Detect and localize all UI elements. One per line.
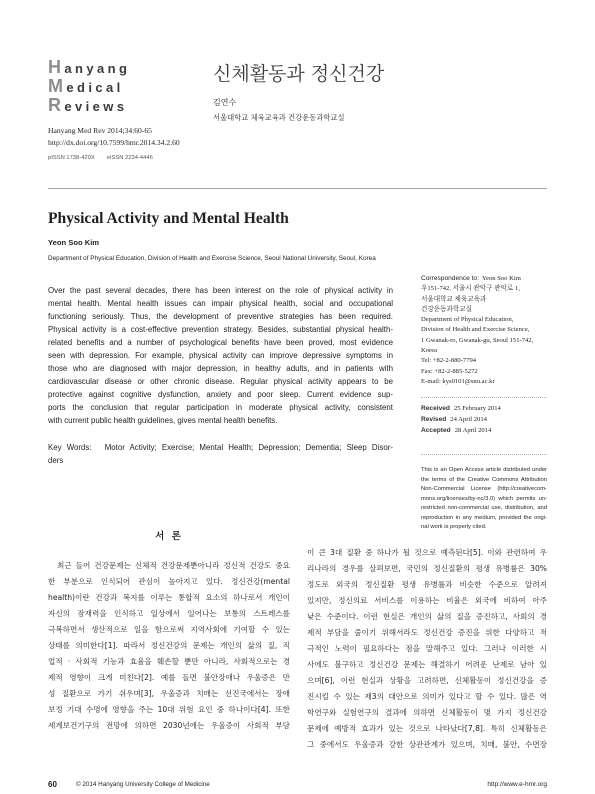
date-value: 28 April 2014	[454, 427, 492, 434]
address-line: 건강운동과학교실	[421, 305, 472, 313]
body-line: 낮은 수준이다. 이런 현실은 개인의 삶의 질을 증진하고, 사회의 경	[307, 612, 547, 621]
date-value: 25 February 2014	[453, 405, 501, 412]
korean-title: 신체활동과 정신건강	[213, 63, 385, 85]
license-line: reproduction in any medium, provided the origi-	[421, 514, 547, 521]
body-line: 제적 영향이 크게 미친다[2]. 예를 들면 불안장애나 우울증은 만	[48, 673, 290, 682]
keywords-line	[48, 441, 393, 454]
address-line: 서울대학교 체육교육과	[421, 295, 487, 303]
correspondence-heading	[421, 274, 547, 284]
body-line: 정도로 외국의 정신질환 평생 유병률과 비슷한 수준으로 알려져	[307, 580, 547, 589]
logo-initial: H	[48, 57, 65, 77]
body-line: 사에도 불구하고 정신건강 문제는 해결하기 어려운 난제로 남아 있	[307, 660, 547, 669]
telephone: Tel: +82-2-880-7794	[421, 357, 477, 365]
address-line: 1 Gwanak-ro, Gwanak-gu, Seoul 151-742,	[421, 336, 534, 344]
abstract-line: related benefits and a number of psychological benefits have been proved, most evidence	[48, 338, 393, 347]
abstract	[48, 284, 393, 427]
body-line: 업적 · 사회적 기능과 효율을 훼손할 뿐만 아니라, 사회적으로는 경	[48, 657, 290, 666]
abstract-line: seen with depression. For example, physical activity can improve depressive symptoms in	[48, 351, 393, 360]
body-line: health)이란 건강과 복지를 이루는 통합적 요소의 하나로서 개인이	[48, 593, 290, 602]
issn-line	[48, 154, 153, 162]
body-line: 으며[6], 이런 현실과 상황을 고려하면, 신체활동이 정신건강을 증	[307, 676, 547, 685]
article-dates	[421, 403, 547, 436]
sidebar-divider	[421, 397, 547, 398]
body-line: 극적인 노력이 필요하다는 점을 말해주고 있다. 그러나 이러한 시	[307, 644, 547, 653]
abstract-line: with current public health guidelines, gives mental health benefits.	[48, 416, 278, 425]
logo-line-hanyang	[48, 58, 130, 77]
article-author: Yeon Soo Kim	[48, 238, 100, 247]
email-link[interactable]: E-mail: kys0101@snu.ac.kr	[421, 377, 495, 385]
license-line: restricted non-commercial use, distribution, and	[421, 505, 547, 511]
body-line: 최근 들어 건강문제는 신체적 건강문제뿐아니라 정신적 건강도 중요	[57, 561, 290, 570]
abstract-line: functioning seriously. Thus, the development of preventive strategies has been required.	[48, 312, 393, 321]
body-line: 성 질환으로 가기 쉬우며[3], 우울증과 치매는 선진국에서는 장애	[48, 689, 290, 698]
korean-affiliation: 서울대학교 체육교육과 건강운동과학교실	[213, 113, 345, 122]
body-line: 자신의 잠재력을 인식하고 일상에서 일어나는 보통의 스트레스를	[48, 609, 290, 618]
body-line: 학연구와 실험연구의 결과에 의하면 신체활동이 몇 가지 정신건강	[307, 708, 547, 717]
correspondence-name: Yeon Soo Kim	[481, 275, 521, 282]
body-line: 극복하면서 생산적으로 일을 함으로써 지역사회에 기여할 수 있는	[48, 625, 290, 634]
page-number: 60	[48, 780, 57, 789]
korean-author: 김연수	[213, 98, 237, 107]
logo-text: eviews	[64, 99, 128, 114]
article-affiliation: Department of Physical Education, Division of Health and Exercise Science, Seoul National University, Seoul, Korea	[48, 255, 376, 262]
date-accepted	[421, 425, 547, 436]
logo-line-reviews	[48, 96, 130, 115]
body-column-right	[307, 545, 547, 753]
copyright-notice: © 2014 Hanyang University College of Medicine	[76, 781, 210, 788]
journal-logo	[48, 58, 130, 115]
journal-citation: Hanyang Med Rev 2014;34:60-65	[48, 126, 152, 135]
keywords-text: Motor Activity; Exercise; Mental Health; Depression; Dementia; Sleep Disor-	[104, 443, 393, 452]
body-line: 보정 기대 수명에 영향을 주는 10대 위험 요인 중 하나이다[4]. 또한	[48, 705, 290, 714]
address-line: Division of Health and Exercise Science,	[421, 326, 530, 334]
journal-website-link[interactable]: http://www.e-hmr.org	[487, 781, 547, 788]
abstract-line: mental health. Mental health issues can impair physical health, social and occupational	[48, 299, 393, 308]
abstract-line: those who are diagnosed with major depression, in healthy adults, and in patients with	[48, 364, 393, 373]
keywords	[48, 441, 393, 467]
logo-initial: R	[48, 95, 65, 115]
sidebar-divider	[421, 454, 547, 455]
body-line: 세계보건기구의 전망에 의하면 2030년에는 우울증이 사회적 부담	[48, 721, 290, 730]
address-line: Department of Physical Education,	[421, 316, 514, 324]
section-heading-introduction: 서 론	[155, 531, 183, 542]
body-line: 상태를 의미한다[1]. 따라서 정신건강의 문제는 개인의 삶의 질, 직	[48, 641, 290, 650]
date-received	[421, 403, 547, 414]
body-line: 진시킬 수 있는 제3의 대안으로 의미가 있다고 할 수 있다. 많은 역	[307, 692, 547, 701]
keywords-line: ders	[48, 456, 64, 465]
body-line: 리나라의 경우를 살펴보면, 국민의 정신질환의 평생 유병률은 30%	[307, 564, 547, 573]
pissn: pISSN 1738-429X	[48, 155, 95, 161]
logo-text: edical	[66, 80, 124, 95]
body-line: 제적 부담을 줄이기 위해서라도 정신건강 증진을 위한 다양하고 적	[307, 628, 547, 637]
date-revised	[421, 414, 547, 425]
license-line: mons.org/licenses/by-nc/3.0) which permits un-	[421, 495, 547, 502]
logo-text: anyang	[64, 61, 131, 76]
license-line: nal work is properly cited.	[421, 524, 487, 530]
header-divider	[48, 188, 547, 189]
license-line: Non-Commercial License (http://creativecom-	[421, 486, 547, 492]
abstract-line: Over the past several decades, there has been interest on the role of physical activity in	[48, 286, 393, 295]
body-line: 있지만, 정신의료 서비스를 이용하는 비율은 외국에 비하여 아주	[307, 596, 547, 605]
abstract-line: protective against cognitive dysfunction, anxiety and poor sleep. Current evidence sup-	[48, 390, 393, 399]
logo-initial: M	[48, 76, 67, 96]
body-line: 그 중에서도 우울증과 강한 상관관계가 있으며, 치매, 불안, 수면장	[307, 740, 547, 749]
keywords-label: Key Words:	[48, 443, 92, 452]
logo-line-medical	[48, 77, 130, 96]
body-line: 문제에 예방적 효과가 있는 것으로 나타났다[7,8]. 특히 신체활동은	[307, 724, 547, 733]
date-label: Accepted	[421, 427, 451, 434]
abstract-line: Physical activity is a cost-effective prevention strategy. Besides, substantial physical health-	[48, 325, 393, 334]
fax: Fax: +82-2-885-5272	[421, 367, 478, 375]
address-line: Korea	[421, 347, 438, 355]
correspondence-label: Correspondence to:	[421, 275, 479, 282]
license-notice	[421, 466, 547, 533]
doi-link[interactable]: http://dx.doi.org/10.7599/hmr.2014.34.2.60	[48, 138, 180, 147]
body-line: 한 부분으로 인식되어 관심이 높아지고 있다. 정신건강(mental	[48, 577, 290, 586]
correspondence-block	[421, 274, 547, 387]
body-column-left	[48, 558, 290, 734]
abstract-line: ports the conclusion that regular participation in moderate physical activity, consistent	[48, 403, 393, 412]
date-label: Received	[421, 405, 450, 412]
date-value: 24 April 2014	[450, 416, 487, 423]
license-line: the terms of the Creative Commons Attribution	[421, 476, 547, 483]
eissn: eISSN 2234-4446	[106, 155, 153, 161]
body-line: 이 큰 3대 질환 중 하나가 될 것으로 예측된다[5]. 이와 관련하여 우	[307, 548, 547, 557]
license-line: This is an Open Access article distributed under	[421, 467, 547, 473]
abstract-line: cardiovascular disease or other chronic disease. Regular physical activity appears to be	[48, 377, 393, 386]
article-title: Physical Activity and Mental Health	[48, 210, 289, 227]
date-label: Revised	[421, 416, 447, 423]
address-line: 우151-742, 서울시 관악구 관악로 1,	[421, 285, 520, 293]
